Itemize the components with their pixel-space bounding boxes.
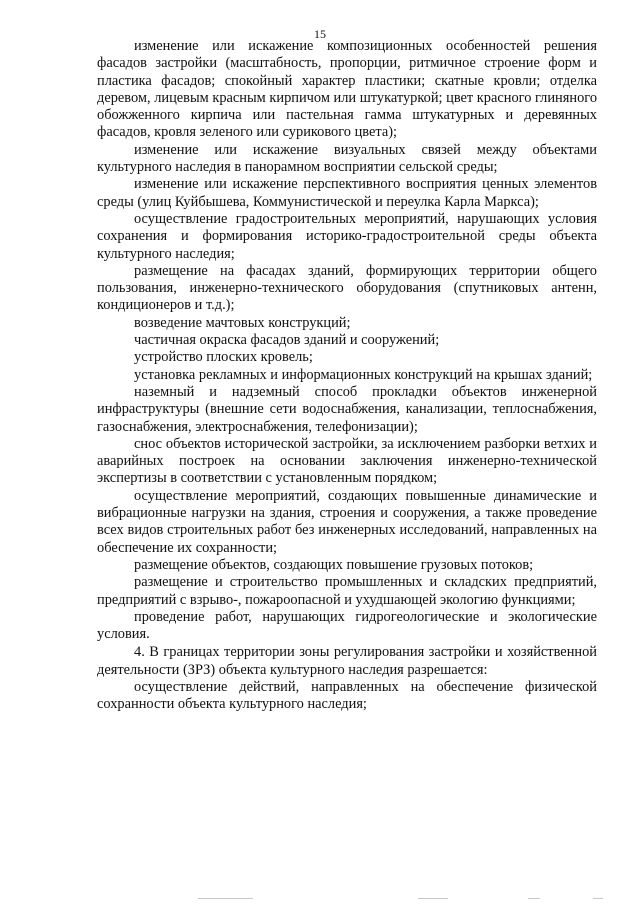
paragraph-physical-preservation: осуществление действий, направленных на обеспечение физической сохранности объекта культурного наследия; [97,678,597,713]
paragraph-composition: изменение или искажение композиционных особенностей решения фасадов застройки (масштабность, пропорции, ритмичное строение форм и пластика фасадов; спокойный характер пластики; скатные кровли; отделка деревом, лицевым красным кирпичом или штукатуркой; цвет красного глиняного обожженного кирпича или пастельная гамма штукатурных и деревянных фасадов, кровля зеленого или сурикового цвета); [97,38,598,141]
paragraph-partial-painting: частичная окраска фасадов зданий и сооружений; [134,332,440,349]
paragraph-freight-flows: размещение объектов, создающих повышение грузовых потоков; [134,556,534,573]
paragraph-flat-roofs: устройство плоских кровель; [134,349,313,366]
footer-scan-marks [198,898,603,901]
paragraph-perspective: изменение или искажение перспективного восприятия ценных элементов среды (улиц Куйбышева, Коммунистической и переулка Карла Маркса); [97,176,597,210]
paragraph-visual-links: изменение или искажение визуальных связей между объектами культурного наследия в панорамном восприятии сельской среды; [97,141,597,176]
page-number: 15 [314,27,326,41]
paragraph-hydrogeology: проведение работ, нарушающих гидрогеологические и экологические условия. [97,608,597,643]
paragraph-demolition: снос объектов исторической застройки, за исключением разборки ветхих и аварийных построек на основании заключения инженерно-технической экспертизы в соответствии с установленным порядком; [97,435,597,487]
paragraph-advertising: установка рекламных и информационных конструкций на крышах зданий; [134,366,593,383]
paragraph-industrial: размещение и строительство промышленных и складских предприятий, предприятий с взрыво-, пожароопасной и ухудшающей экологию функциями; [97,574,597,608]
paragraph-mast-structures: возведение мачтовых конструкций; [134,314,351,331]
paragraph-section-4: 4. В границах территории зоны регулирования застройки и хозяйственной деятельности (ЗРЗ) объекта культурного наследия разрешается: [97,644,597,678]
paragraph-dynamic-loads: осуществление мероприятий, создающих повышенные динамические и вибрационные нагрузки на здания, строения и сооружения, а также проведение всех видов строительных работ без инженерных исследований, направленных на обеспечение их сохранности; [97,487,597,556]
paragraph-urban-planning: осуществление градостроительных мероприятий, нарушающих условия сохранения и формирования историко-градостроительной среды объекта культурного наследия; [97,210,597,262]
paragraph-facade-equipment: размещение на фасадах зданий, формирующих территории общего пользования, инженерно-технического оборудования (спутниковых антенн, кондиционеров и т.д.); [97,262,597,314]
paragraph-infrastructure: наземный и надземный способ прокладки объектов инженерной инфраструктуры (внешние сети водоснабжения, канализации, теплоснабжения, газоснабжения, электроснабжения, телефонизации); [97,383,597,435]
document-body [97,38,597,714]
